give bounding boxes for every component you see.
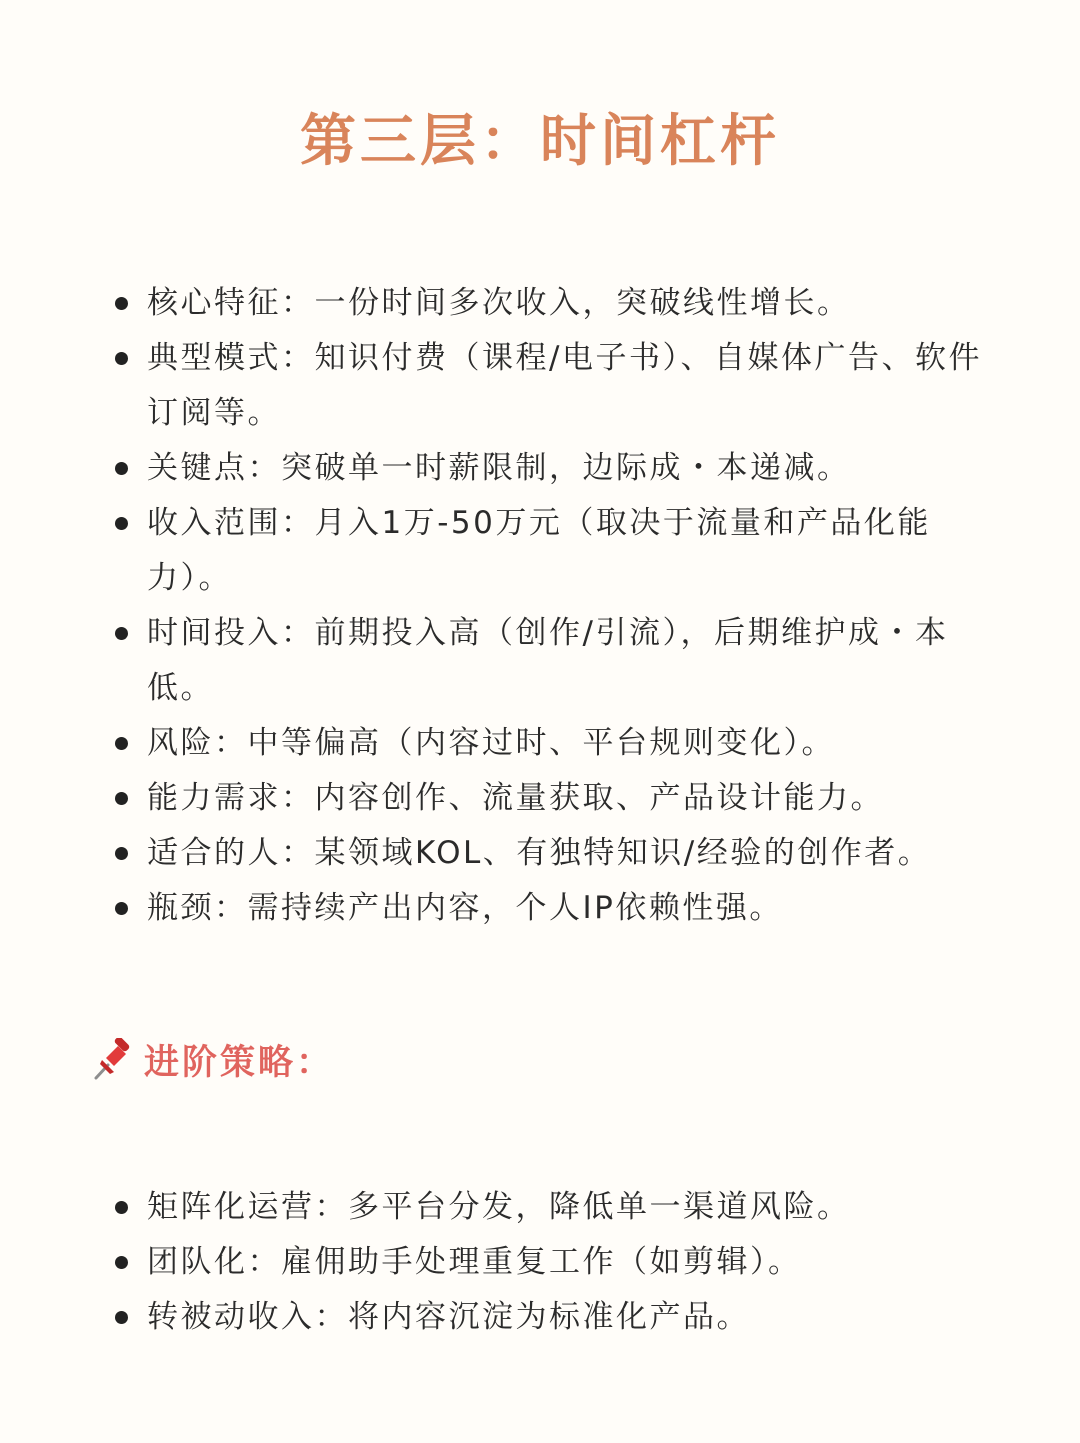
list-item-text: 转被动收入：将内容沉淀为标准化产品。 xyxy=(147,1299,750,1335)
bullet-icon xyxy=(115,792,128,805)
list-item-text: 收入范围：月入1万-50万元（取决于流量和产品化能力）。 xyxy=(147,505,931,596)
list-item-text: 时间投入：前期投入高（创作/引流），后期维护成・本低。 xyxy=(147,615,949,706)
list-item-text: 能力需求：内容创作、流量获取、产品设计能力。 xyxy=(147,780,884,816)
page-title: 第三层：时间杠杆 xyxy=(300,109,780,174)
bullet-icon xyxy=(115,627,128,640)
bullet-icon xyxy=(115,1201,128,1214)
list-item xyxy=(0,1235,1080,1290)
list-item-text: 矩阵化运营：多平台分发，降低单一渠道风险。 xyxy=(147,1189,851,1225)
list-item xyxy=(0,276,1080,331)
strategy-list xyxy=(0,1180,1080,1345)
list-item xyxy=(0,441,1080,496)
bullet-icon xyxy=(115,352,128,365)
bullet-icon xyxy=(115,847,128,860)
bullet-icon xyxy=(115,1256,128,1269)
list-item xyxy=(0,881,1080,936)
list-item-text: 核心特征：一份时间多次收入，突破线性增长。 xyxy=(147,285,851,321)
list-item xyxy=(0,1290,1080,1345)
bullet-icon xyxy=(115,1311,128,1324)
bullet-icon xyxy=(115,462,128,475)
feature-list xyxy=(0,276,1080,936)
pushpin-icon xyxy=(92,1038,132,1082)
bullet-icon xyxy=(115,297,128,310)
list-item xyxy=(0,331,1080,441)
list-item xyxy=(0,496,1080,606)
bullet-icon xyxy=(115,902,128,915)
list-item-text: 团队化：雇佣助手处理重复工作（如剪辑）。 xyxy=(147,1244,802,1280)
list-item xyxy=(0,606,1080,716)
bullet-icon xyxy=(115,517,128,530)
list-item-text: 适合的人：某领域KOL、有独特知识/经验的创作者。 xyxy=(147,835,932,871)
bullet-icon xyxy=(115,737,128,750)
list-item xyxy=(0,771,1080,826)
list-item-text: 关键点：突破单一时薪限制，边际成・本递减。 xyxy=(147,450,851,486)
section-title: 进阶策略： xyxy=(144,1043,335,1083)
list-item-text: 风险：中等偏高（内容过时、平台规则变化）。 xyxy=(147,725,835,761)
strategy-heading xyxy=(92,1030,334,1090)
list-item xyxy=(0,1180,1080,1235)
list-item xyxy=(0,716,1080,771)
list-item xyxy=(0,826,1080,881)
list-item-text: 瓶颈：需持续产出内容，个人IP依赖性强。 xyxy=(147,890,783,926)
list-item-text: 典型模式：知识付费（课程/电子书）、自媒体广告、软件订阅等。 xyxy=(147,340,982,431)
